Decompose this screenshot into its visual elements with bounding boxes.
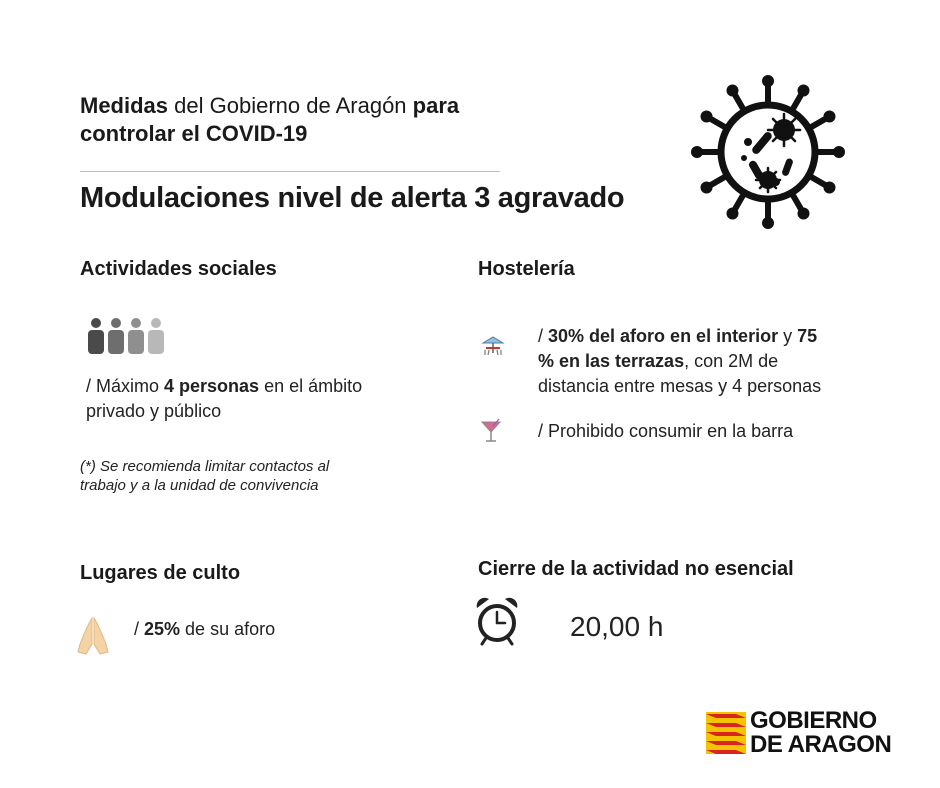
person-icon-head [131,318,141,328]
closing-time: 20,00 h [570,611,664,642]
title-line-1: Medidas del Gobierno de Aragón para [80,93,460,118]
person-icon-body [128,330,144,354]
person-icon-body [88,330,104,354]
alarm-clock-icon [474,596,520,646]
social-note: (*) Se recomienda limitar contactos al trabajo y a la unidad de convivencia [80,458,330,494]
aragon-flag-logo [706,712,746,754]
person-icon-body [148,330,164,354]
cocktail-icon [480,418,502,444]
person-icon-body [108,330,124,354]
section-title-hosteleria: Hostelería [478,258,575,280]
social-text: / Máximo 4 personas en el ámbito privado y público [86,376,363,421]
praying-hands-icon [76,614,110,658]
terrace-icon [480,334,506,358]
hosteleria-barra-text: / Prohibido consumir en la barra [538,421,794,441]
section-title-cierre: Cierre de la actividad no esencial [478,558,794,580]
person-icon-head [91,318,101,328]
section-title-culto: Lugares de culto [80,562,241,584]
title-line-2: controlar el COVID-19 [80,121,308,146]
page-subtitle: Modulaciones nivel de alerta 3 agravado [80,182,625,214]
header-divider [80,171,500,172]
brand-name: GOBIERNO DE ARAGON [750,707,892,758]
person-icon-head [151,318,161,328]
hosteleria-aforo-text: / 30% del aforo en el interior y 75 % en las terrazas, con 2M de distancia entre mesas y 4 personas [538,326,822,396]
people-icon [86,318,168,354]
section-title-social: Actividades sociales [80,258,277,280]
person-icon-head [111,318,121,328]
virus-icon [688,72,848,232]
culto-text: / 25% de su aforo [134,619,276,639]
